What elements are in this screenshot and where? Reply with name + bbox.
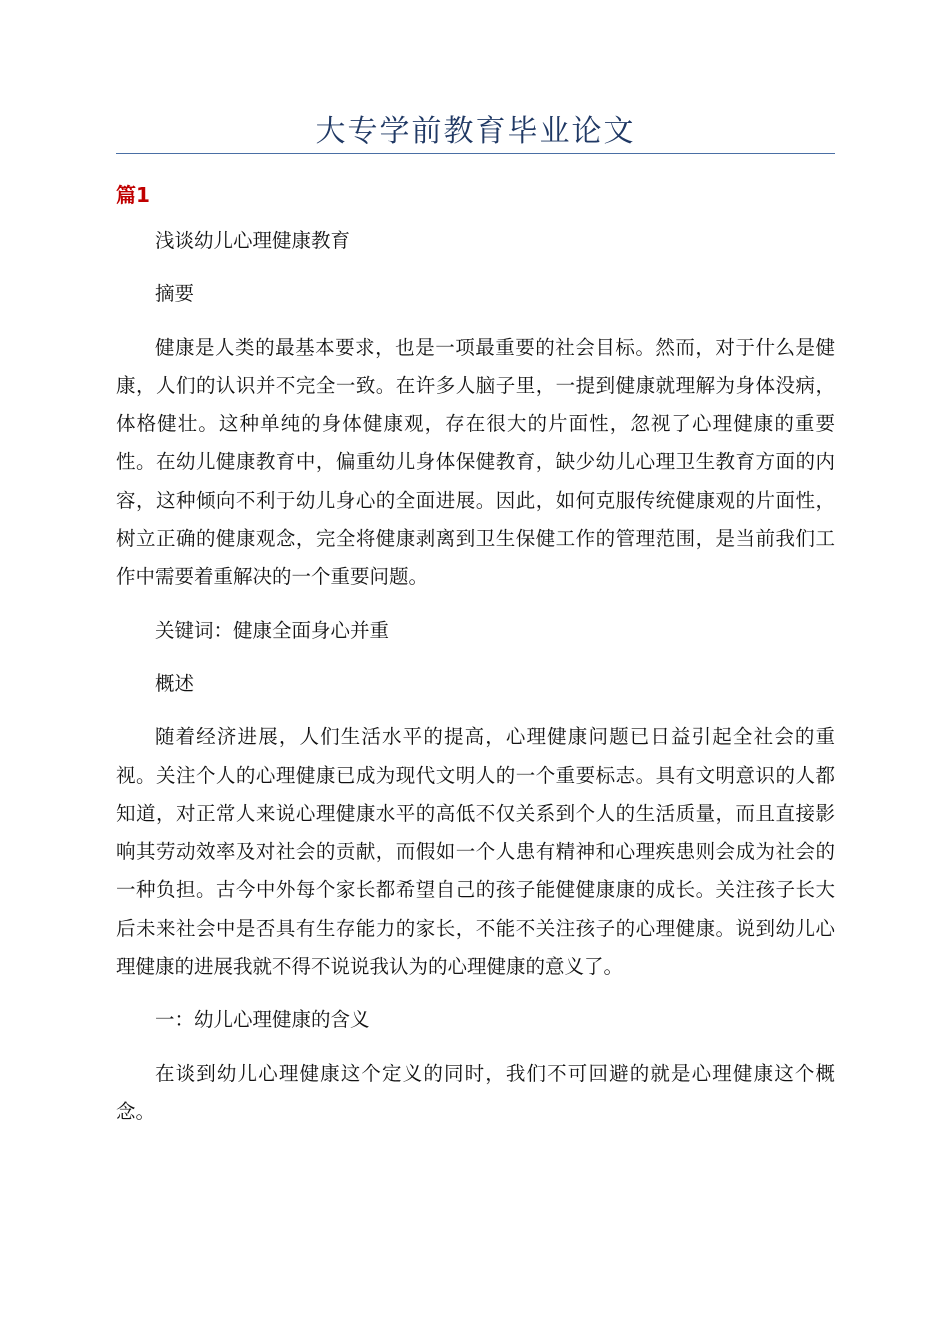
abstract-heading: 摘要 (155, 282, 195, 306)
abstract-paragraph: 健康是人类的最基本要求，也是一项最重要的社会目标。然而，对于什么是健康，人们的认识并不完全一致。在许多人脑子里，一提到健康就理解为身体没病，体格健壮。这种单纯的身体健康观，存在很大的片面性，忽视了心理健康的重要性。在幼儿健康教育中，偏重幼儿身体保健教育，缺少幼儿心理卫生教育方面的内容，这种倾向不利于幼儿身心的全面进展。因此，如何克服传统健康观的片面性，树立正确的健康观念，完全将健康剥离到卫生保健工作的管理范围，是当前我们工作中需要着重解决的一个重要问题。 (116, 335, 835, 589)
overview-paragraph: 随着经济进展，人们生活水平的提高，心理健康问题已日益引起全社会的重视。关注个人的心理健康已成为现代文明人的一个重要标志。具有文明意识的人都知道，对正常人来说心理健康水平的高低不仅关系到个人的生活质量，而且直接影响其劳动效率及对社会的贡献，而假如一个人患有精神和心理疾患则会成为社会的一种负担。古今中外每个家长都希望自己的孩子能健健康康的成长。关注孩子长大后未来社会中是否具有生存能力的家长，不能不关注孩子的心理健康。说到幼儿心理健康的进展我就不得不说说我认为的心理健康的意义了。 (116, 725, 835, 979)
title-underline (116, 153, 835, 154)
section-label: 篇1 (116, 183, 150, 207)
keywords-line: 关键词：健康全面身心并重 (155, 618, 390, 642)
section-one-heading: 一：幼儿心理健康的含义 (155, 1008, 370, 1032)
document-body (116, 222, 835, 1146)
document-title: 大专学前教育毕业论文 (315, 114, 636, 149)
section-one-paragraph: 在谈到幼儿心理健康这个定义的同时，我们不可回避的就是心理健康这个概念。 (116, 1061, 835, 1123)
overview-heading: 概述 (155, 671, 195, 695)
paper-title: 浅谈幼儿心理健康教育 (155, 229, 351, 252)
